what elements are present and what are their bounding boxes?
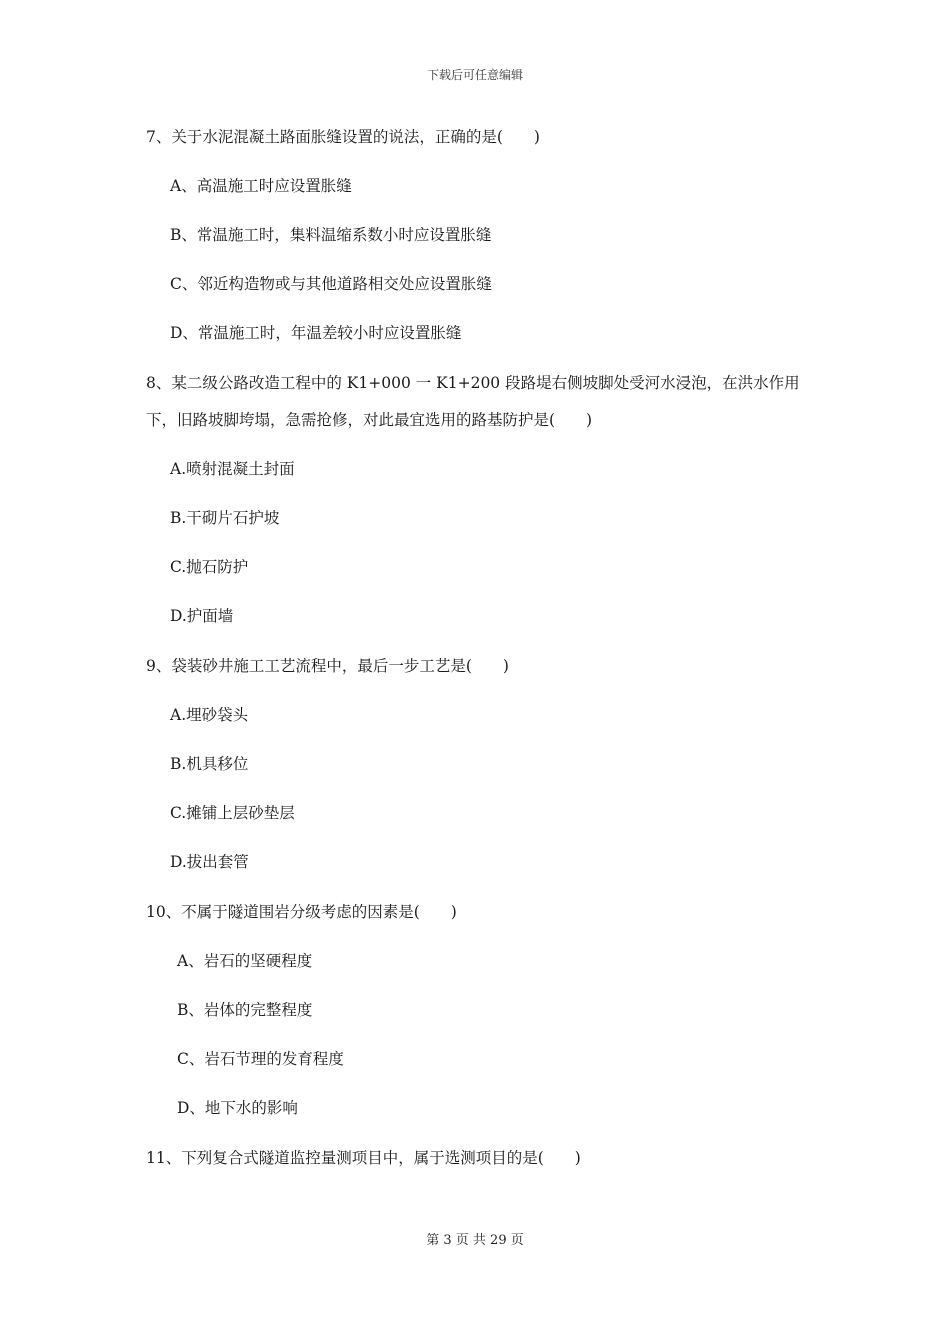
question-9-option-c: C.摊铺上层砂垫层 [170,804,295,822]
question-9-option-a: A.埋砂袋头 [170,706,249,724]
question-10-option-d: D、地下水的影响 [177,1099,298,1117]
header-note: 下载后可任意编辑 [426,68,523,82]
question-10-stem: 10、不属于隧道围岩分级考虑的因素是( ) [146,903,457,921]
question-11-stem: 11、下列复合式隧道监控量测项目中，属于选测项目的是( ) [146,1149,581,1167]
question-7-option-d: D、常温施工时，年温差较小时应设置胀缝 [170,324,462,342]
question-8-option-a: A.喷射混凝土封面 [170,460,295,478]
question-8-option-d: D.护面墙 [170,607,234,625]
question-7-stem: 7、关于水泥混凝土路面胀缝设置的说法，正确的是( ) [146,128,540,146]
question-7-option-b: B、常温施工时，集料温缩系数小时应设置胀缝 [170,226,492,244]
question-8-stem-line2: 下，旧路坡脚垮塌，急需抢修，对此最宜选用的路基防护是( ) [146,411,593,429]
question-10-option-c: C、岩石节理的发育程度 [177,1050,344,1068]
page-number: 第 3 页 共 29 页 [426,1233,524,1248]
question-9-option-d: D.拔出套管 [170,853,249,871]
question-7-option-c: C、邻近构造物或与其他道路相交处应设置胀缝 [170,275,492,293]
question-8-option-c: C.抛石防护 [170,558,249,576]
question-9-stem: 9、袋装砂井施工工艺流程中，最后一步工艺是( ) [146,657,509,675]
question-10-option-b: B、岩体的完整程度 [177,1001,313,1019]
question-8-option-b: B.干砌片石护坡 [170,509,280,527]
question-7-option-a: A、高温施工时应设置胀缝 [170,177,352,195]
question-8-stem-line1: 8、某二级公路改造工程中的 K1+000 一 K1+200 段路堤右侧坡脚处受河水浸泡，在洪水作用 [146,374,800,392]
question-10-option-a: A、岩石的坚硬程度 [177,952,313,970]
question-9-option-b: B.机具移位 [170,755,249,773]
